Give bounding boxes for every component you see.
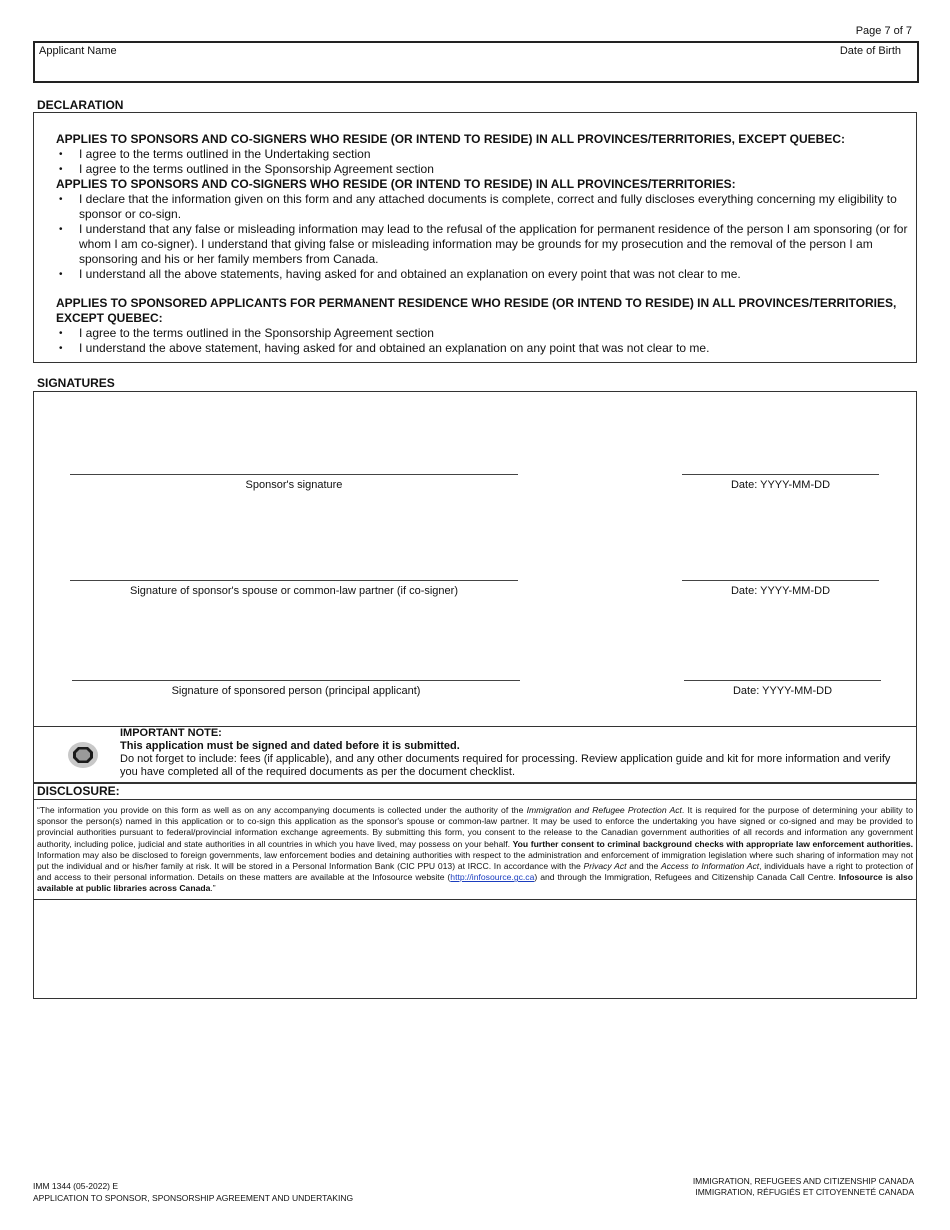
signatures-title: SIGNATURES	[37, 376, 115, 390]
declaration-heading-2: APPLIES TO SPONSORS AND CO-SIGNERS WHO RESIDE (OR INTEND TO RESIDE) IN ALL PROVINCES/TERRITORIES:	[56, 177, 736, 191]
disclosure-title: DISCLOSURE:	[37, 784, 120, 798]
sponsor-signature-line[interactable]	[70, 474, 518, 475]
declaration-item: • I declare that the information given on this form and any attached documents is complete, correct and fully discloses everything concerning my eligibility to sponsor or co-sign.	[56, 192, 912, 222]
cosigner-date-label: Date: YYYY-MM-DD	[730, 585, 831, 597]
disclosure-header	[34, 782, 916, 800]
disclosure-text	[37, 805, 913, 895]
important-note-bold-line: This application must be signed and dated before it is submitted.	[120, 740, 460, 752]
declaration-content	[56, 132, 912, 356]
declaration-item: • I understand that any false or misleading information may lead to the refusal of the application for permanent residence of the person I am sponsoring (or for whom I am co-signer). I understand that giving false or misleading information may be grounds for my prosecution and the removal of the person I am sponsoring and his or her family members from Canada.	[56, 222, 912, 267]
declaration-title: DECLARATION	[37, 98, 124, 112]
disclosure-bold: You further consent to criminal background checks with appropriate law enforcement authorities.	[512, 838, 914, 849]
disclosure-segment: , individuals have a right to protection of and access to their personal information. Details on these matters are available at the Infosource website (	[37, 861, 913, 883]
infosource-link[interactable]: http://infosource.gc.ca	[450, 872, 535, 883]
disclosure-segment: .”	[210, 883, 216, 894]
disclosure-segment: ) and through the Immigration, Refugees and Citizenship Canada Call Centre.	[534, 872, 839, 883]
declaration-item: • I agree to the terms outlined in the Undertaking section	[56, 147, 912, 162]
declaration-item: • I understand all the above statements, having asked for and obtained an explanation on every point that was not clear to me.	[56, 267, 912, 282]
important-note-title: IMPORTANT NOTE:	[120, 727, 222, 739]
important-note-text	[120, 727, 896, 779]
disclosure-bold: Infosource is also available at public libraries across Canada	[37, 872, 913, 894]
disclosure-segment: . It is required for the purpose of determining your ability to sponsor the person(s) named in this application or to co-sign this application as the sponsor's spouse or common-law partner. It may be used to enforce the undertaking you have signed or co-signed and may be provided to provincial authorities pursuant to federal/provincial information exchange agreements. By submitting this form, you consent to the release to the Canadian government authorities of all records and information any government authority, including police, judicial and state authorities in all countries in which you have lived, may possess on your behalf.	[37, 805, 914, 849]
act-name: Immigration and Refugee Protection Act	[526, 805, 682, 815]
declaration-heading-3: APPLIES TO SPONSORED APPLICANTS FOR PERMANENT RESIDENCE WHO RESIDE (OR INTEND TO RESIDE) IN ALL PROVINCES/TERRITORIES, EXCEPT QUEBEC:	[56, 296, 897, 325]
sponsored-signature-line[interactable]	[72, 680, 520, 681]
declaration-item: • I agree to the terms outlined in the Sponsorship Agreement section	[56, 162, 912, 177]
declaration-box	[33, 112, 917, 363]
declaration-item: • I agree to the terms outlined in the Sponsorship Agreement section	[56, 326, 912, 341]
disclosure-segment: and the	[626, 861, 662, 872]
sponsor-date-label: Date: YYYY-MM-DD	[730, 479, 831, 491]
date-of-birth-label: Date of Birth	[839, 45, 901, 57]
footer-right	[693, 1176, 914, 1198]
disclosure-segment: “The information you provide on this form as well as on any accompanying documents is collected under the authority of the	[37, 805, 527, 815]
applicant-header-box	[33, 41, 919, 83]
sponsored-signature-label: Signature of sponsored person (principal applicant)	[171, 685, 421, 697]
department-name-fr: IMMIGRATION, RÉFUGIÉS ET CITOYENNETÉ CANADA	[695, 1187, 914, 1197]
department-name-en: IMMIGRATION, REFUGEES AND CITIZENSHIP CANADA	[692, 1176, 914, 1186]
form-title: APPLICATION TO SPONSOR, SPONSORSHIP AGREEMENT AND UNDERTAKING	[33, 1193, 354, 1203]
sponsored-date-line[interactable]	[684, 680, 881, 681]
sponsor-signature-label: Sponsor's signature	[245, 479, 343, 491]
sponsored-date-label: Date: YYYY-MM-DD	[732, 685, 833, 697]
sponsor-date-line[interactable]	[682, 474, 879, 475]
cosigner-signature-label: Signature of sponsor's spouse or common-law partner (if co-signer)	[130, 585, 458, 597]
cosigner-date-line[interactable]	[682, 580, 879, 581]
declaration-item: • I understand the above statement, having asked for and obtained an explanation on any point that was not clear to me.	[56, 341, 912, 356]
disclosure-divider	[34, 899, 916, 900]
act-name: Access to Information Act	[661, 861, 760, 872]
disclosure-segment: Information may also be disclosed to foreign governments, law enforcement bodies and detaining authorities with respect to the administration and enforcement of immigration legislation where such sharing of information may not put the individual and or his/her family at risk. It will be stored in a Personal Information Bank (CIC PPU 013) at IRCC. In accordance with the	[37, 849, 913, 872]
stop-sign-icon	[67, 741, 99, 769]
page-number: Page 7 of 7	[855, 25, 912, 37]
act-name: Privacy Act	[583, 861, 627, 872]
cosigner-signature-line[interactable]	[70, 580, 518, 581]
important-note-body: Do not forget to include: fees (if applicable), and any other documents required for processing. Review application guide and kit for more information and verify you have completed all of the required documents as per the document checklist.	[120, 753, 891, 778]
footer-left	[33, 1180, 353, 1204]
important-note-box	[33, 726, 917, 784]
disclosure-box	[33, 782, 917, 999]
declaration-heading-1: APPLIES TO SPONSORS AND CO-SIGNERS WHO RESIDE (OR INTEND TO RESIDE) IN ALL PROVINCES/TERRITORIES, EXCEPT QUEBEC:	[56, 132, 845, 146]
signatures-box	[33, 391, 917, 727]
form-code: IMM 1344 (05-2022) E	[33, 1181, 119, 1191]
applicant-name-label: Applicant Name	[39, 45, 117, 57]
